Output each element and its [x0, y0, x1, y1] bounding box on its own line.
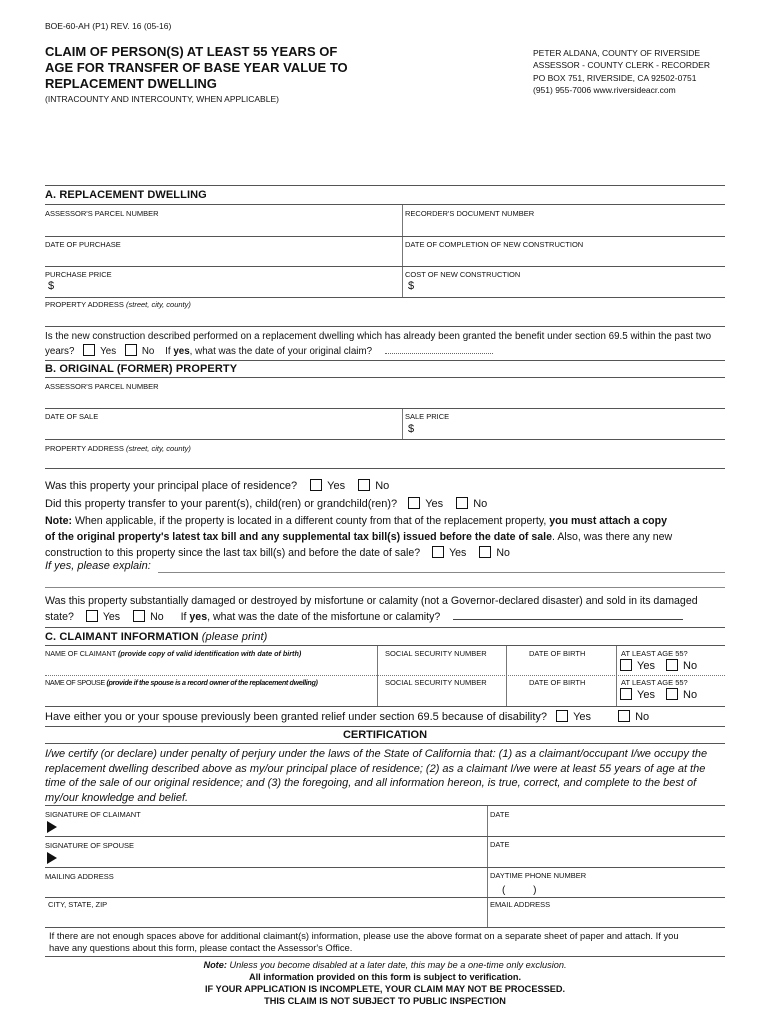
title-line-2: AGE FOR TRANSFER OF BASE YEAR VALUE TO [45, 60, 348, 75]
sig-spouse-date-label: DATE [490, 840, 510, 849]
a-property-address-field[interactable] [45, 309, 725, 325]
c-spouse-age55-label: AT LEAST AGE 55? [621, 678, 688, 687]
b-new-construction-no-checkbox[interactable] [479, 546, 491, 558]
a-date-completion-label: DATE OF COMPLETION OF NEW CONSTRUCTION [405, 240, 584, 249]
a-yes-checkbox[interactable] [83, 344, 95, 356]
title-line-3: REPLACEMENT DWELLING [45, 76, 217, 91]
agency-line-3: PO BOX 751, RIVERSIDE, CA 92502-0751 [533, 72, 697, 83]
b-question-1: Was this property your principal place of residence? Yes No [45, 480, 390, 492]
mailing-address-label: MAILING ADDRESS [45, 872, 114, 881]
certification-text: I/we certify (or declare) under penalty of perjury under the laws of the State of California that: (1) as a claimant/occupant I/we occupy the replacement dwelling described above as my/our principal place of residence; (2) as a claimant I/we were at least 55 years of age at the time of the sale of our original residence; and (3) the foregoing, and all information hereon, is true, correct, and complete to the best of my/our knowledge and belief. [45, 748, 708, 804]
b-q1-yes-checkbox[interactable] [310, 479, 322, 491]
a-apn-field[interactable] [45, 218, 400, 236]
sig-spouse-field[interactable] [62, 849, 482, 866]
a-purchase-price-label: PURCHASE PRICE [45, 270, 112, 279]
a-date-purchase-field[interactable] [45, 249, 400, 265]
b-sale-price-dollar: $ [408, 423, 415, 435]
section-b-heading: B. ORIGINAL (FORMER) PROPERTY [45, 363, 238, 375]
sig-claimant-date-label: DATE [490, 810, 510, 819]
email-label: EMAIL ADDRESS [490, 900, 551, 909]
divider [45, 236, 725, 237]
c-disability-yes-option[interactable]: Yes [550, 710, 591, 723]
c-spouse-age55-options [614, 688, 697, 701]
divider [45, 927, 725, 928]
c-claimant-ssn-field[interactable] [380, 660, 504, 676]
divider [45, 185, 725, 186]
b-q2-no-option[interactable]: No [446, 497, 487, 510]
c-claimant-age55-label: AT LEAST AGE 55? [621, 649, 688, 658]
b-q3-yes-option[interactable]: Yes [77, 610, 120, 623]
divider [45, 836, 725, 837]
c-claimant-name-label: NAME OF CLAIMANT (provide copy of valid identification with date of birth) [45, 649, 302, 658]
a-purchase-price-field[interactable] [58, 279, 398, 295]
b-explain-field[interactable] [158, 572, 725, 573]
city-state-zip-label: CITY, STATE, ZIP [48, 900, 108, 909]
divider [45, 408, 725, 409]
c-spouse-dob-label: DATE OF BIRTH [529, 678, 586, 687]
c-spouse-ssn-field[interactable] [380, 689, 504, 705]
a-cost-new-field[interactable] [418, 279, 723, 295]
agency-line-4: (951) 955-7006 www.riversideacr.com [533, 84, 676, 95]
divider [45, 587, 725, 588]
b-q3-no-option[interactable]: No [123, 610, 164, 623]
b-q3-yes-checkbox[interactable] [86, 610, 98, 622]
b-q-new-construction-yes-option[interactable]: Yes [423, 545, 466, 561]
divider [402, 205, 403, 297]
a-apn-label: ASSESSOR'S PARCEL NUMBER [45, 209, 159, 218]
footer-info-box: If there are not enough spaces above for additional claimant(s) information, please use the above format on a separate sheet of paper and attach. If you have any questions about this form, please contact the Assessor's Office. [49, 930, 679, 953]
b-q1-no-option[interactable]: No [348, 479, 389, 492]
divider [45, 726, 725, 727]
section-c-heading: C. CLAIMANT INFORMATION (please print) [45, 631, 268, 643]
b-sale-price-label: SALE PRICE [405, 412, 450, 421]
sig-spouse-date-field[interactable] [490, 849, 725, 865]
a-no-checkbox[interactable] [125, 344, 137, 356]
divider [45, 326, 725, 327]
divider [506, 646, 507, 706]
divider [45, 805, 725, 806]
a-date-completion-field[interactable] [405, 249, 725, 265]
b-property-address-label: PROPERTY ADDRESS (street, city, county) [45, 444, 191, 453]
a-property-address-label: PROPERTY ADDRESS (street, city, county) [45, 300, 191, 309]
divider [377, 646, 378, 706]
c-claimant-age55-options [614, 659, 697, 672]
footer-line-3: IF YOUR APPLICATION IS INCOMPLETE, YOUR CLAIM MAY NOT BE PROCESSED. [204, 984, 566, 994]
a-cost-new-dollar: $ [408, 280, 415, 292]
phone-area-code: ( ) [502, 885, 537, 896]
b-note-paragraph: Note: When applicable, if the property is located in a different county from that of the replacement property, you must attach a copy of the original property's latest tax bill and any supplemental tax bill(s) issued before the date of sale. Also, was there any new construction to this property since the last tax bill(s) and before the date of sale? Yes No [45, 515, 673, 559]
c-claimant-age55-no-option[interactable]: No [658, 659, 697, 672]
divider [45, 377, 725, 378]
divider [45, 675, 725, 676]
phone-label: DAYTIME PHONE NUMBER [490, 871, 587, 880]
b-q2-yes-checkbox[interactable] [408, 497, 420, 509]
divider [45, 956, 725, 957]
divider [45, 706, 725, 707]
section-a-heading: A. REPLACEMENT DWELLING [45, 189, 207, 201]
c-disability-no-option[interactable]: No [594, 710, 649, 723]
c-spouse-dob-field[interactable] [509, 689, 614, 705]
a-purchase-price-dollar: $ [48, 280, 55, 292]
certification-heading: CERTIFICATION [342, 729, 428, 741]
divider [45, 897, 725, 898]
a-recorder-doc-label: RECORDER'S DOCUMENT NUMBER [405, 209, 535, 218]
b-sale-price-field[interactable] [418, 421, 723, 437]
c-spouse-age55-no-checkbox[interactable] [666, 688, 678, 700]
divider [45, 266, 725, 267]
c-spouse-name-field[interactable] [45, 689, 375, 705]
footer-line-4: THIS CLAIM IS NOT SUBJECT TO PUBLIC INSPECTION [264, 996, 506, 1006]
b-q2-no-checkbox[interactable] [456, 497, 468, 509]
c-claimant-age55-yes-checkbox[interactable] [620, 659, 632, 671]
b-question-3-line-2: state? Yes No If yes, what was the date of the misfortune or calamity? [45, 610, 683, 623]
a-date-purchase-label: DATE OF PURCHASE [45, 240, 121, 249]
sig-claimant-label: SIGNATURE OF CLAIMANT [45, 810, 141, 819]
form-title [45, 44, 348, 92]
title-line-1: CLAIM OF PERSON(S) AT LEAST 55 YEARS OF [45, 44, 338, 59]
b-date-sale-field[interactable] [45, 421, 400, 437]
b-q1-no-checkbox[interactable] [358, 479, 370, 491]
c-spouse-name-label: NAME OF SPOUSE (provide if the spouse is a record owner of the replacement dwelling) [45, 678, 318, 687]
a-original-claim-date-field[interactable] [385, 344, 493, 354]
sig-claimant-field[interactable] [62, 818, 482, 835]
phone-field[interactable] [490, 881, 725, 897]
c-claimant-age55-yes-option[interactable]: Yes [614, 659, 655, 672]
a-question-line-2: years? Yes No If yes, what was the date of your original claim? [45, 344, 493, 357]
b-q-new-construction-no-option[interactable]: No [469, 545, 510, 561]
b-q1-yes-option[interactable]: Yes [300, 479, 345, 492]
a-yes-option[interactable]: Yes [77, 344, 116, 357]
a-no-option[interactable]: No [119, 344, 155, 357]
c-claimant-ssn-label: SOCIAL SECURITY NUMBER [385, 649, 487, 658]
agency-line-1: PETER ALDANA, COUNTY OF RIVERSIDE [533, 48, 701, 58]
divider [45, 297, 725, 298]
sig-arrow-icon [47, 852, 57, 864]
divider [45, 627, 725, 628]
c-disability-no-checkbox[interactable] [618, 710, 630, 722]
b-new-construction-yes-checkbox[interactable] [432, 546, 444, 558]
divider [45, 360, 725, 361]
divider [402, 409, 403, 439]
footer-line-2: All information provided on this form is subject to verification. [248, 972, 522, 982]
form-id: BOE-60-AH (P1) REV. 16 (05-16) [45, 21, 172, 31]
city-state-zip-field[interactable] [45, 909, 485, 925]
b-explain-label: If yes, please explain: [45, 560, 151, 572]
footer-notes [0, 959, 770, 1007]
agency-block [533, 47, 710, 96]
c-claimant-age55-no-checkbox[interactable] [666, 659, 678, 671]
a-question-line-1: Is the new construction described performed on a replacement dwelling which has already been granted the benefit under section 69.5 within the past two [45, 331, 712, 342]
sig-spouse-label: SIGNATURE OF SPOUSE [45, 841, 135, 850]
b-calamity-date-field[interactable] [453, 610, 683, 620]
sig-arrow-icon [47, 821, 57, 833]
b-question-3-line-1: Was this property substantially damaged or destroyed by misfortune or calamity (not a Governor-declared disaster) and sold in its damaged [45, 595, 698, 607]
b-q2-yes-option[interactable]: Yes [400, 497, 443, 510]
divider [45, 743, 725, 744]
b-property-address-field[interactable] [45, 453, 725, 467]
c-spouse-age55-yes-option[interactable]: Yes [614, 688, 655, 701]
b-apn-field[interactable] [45, 391, 725, 407]
divider [45, 867, 725, 868]
c-claimant-dob-label: DATE OF BIRTH [529, 649, 586, 658]
c-disability-yes-checkbox[interactable] [556, 710, 568, 722]
c-spouse-age55-no-option[interactable]: No [658, 688, 697, 701]
email-field[interactable] [490, 909, 725, 925]
divider [45, 468, 725, 469]
form-subtitle: (INTRACOUNTY AND INTERCOUNTY, WHEN APPLICABLE) [45, 94, 279, 104]
divider [45, 204, 725, 205]
b-apn-label: ASSESSOR'S PARCEL NUMBER [45, 382, 159, 391]
agency-line-2: ASSESSOR - COUNTY CLERK - RECORDER [533, 60, 710, 71]
a-cost-new-label: COST OF NEW CONSTRUCTION [405, 270, 521, 279]
sig-claimant-date-field[interactable] [490, 819, 725, 835]
mailing-address-field[interactable] [45, 881, 485, 897]
c-claimant-name-field[interactable] [45, 660, 375, 676]
c-disability-question: Have either you or your spouse previously been granted relief under section 69.5 because of disability? Yes No [45, 711, 650, 723]
b-date-sale-label: DATE OF SALE [45, 412, 99, 421]
a-recorder-doc-field[interactable] [405, 218, 725, 236]
footer-note-line: Note: Unless you become disabled at a later date, this may be a one-time only exclusion. [203, 960, 567, 970]
c-claimant-dob-field[interactable] [509, 660, 614, 676]
c-spouse-ssn-label: SOCIAL SECURITY NUMBER [385, 678, 487, 687]
divider [45, 439, 725, 440]
divider [45, 645, 725, 646]
b-question-2: Did this property transfer to your parent(s), child(ren) or grandchild(ren)? Yes No [45, 498, 488, 510]
c-spouse-age55-yes-checkbox[interactable] [620, 688, 632, 700]
b-q3-no-checkbox[interactable] [133, 610, 145, 622]
